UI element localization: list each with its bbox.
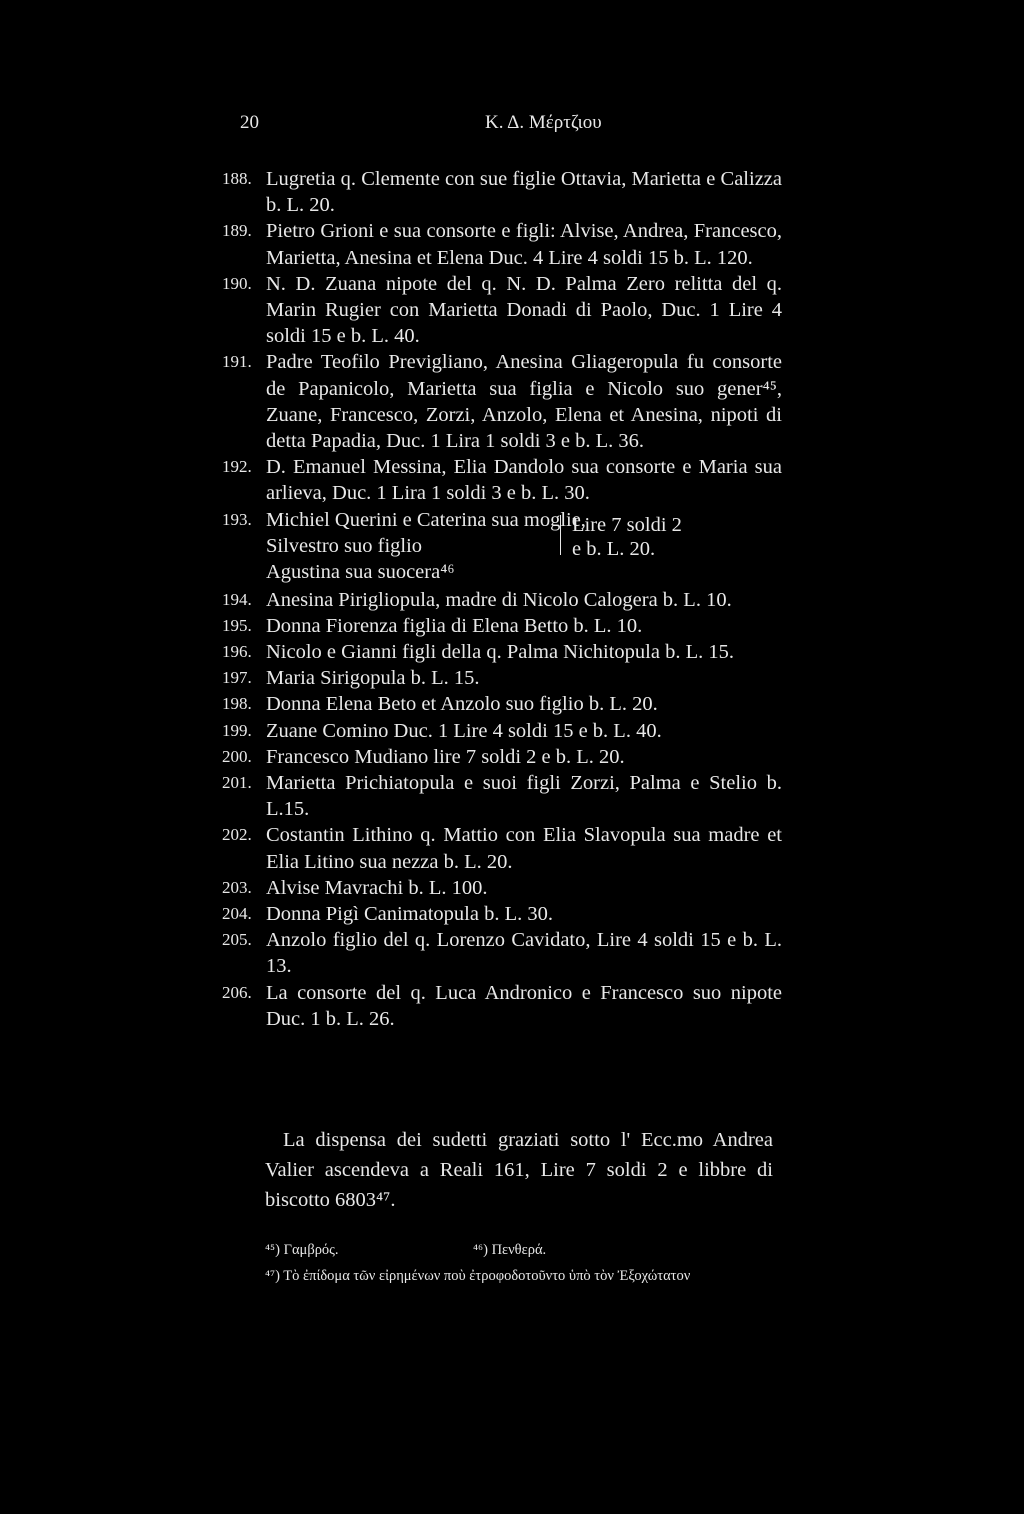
list-item [222,587,782,613]
footnotes [265,1237,885,1289]
entry-number: 205. [222,930,252,950]
footnote-row [265,1263,885,1289]
entry-number: 204. [222,904,252,924]
list-item [222,822,782,874]
entry-text: Lugretia q. Clemente con sue figlie Ottavia, Marietta e Calizza b. L. 20. [266,168,782,217]
list-item [222,613,782,639]
entry-number: 198. [222,694,252,714]
entry-text: Alvise Mavrachi b. L. 100. [266,876,488,899]
footnote-row [265,1237,885,1263]
entry-text: Francesco Mudiano lire 7 soldi 2 e b. L. 20. [266,745,625,768]
entry-text: Donna Fiorenza figlia di Elena Betto b. L. 10. [266,614,643,637]
entry-text: Donna Pigì Canimatopula b. L. 30. [266,903,553,926]
entry-text: Padre Teofilo Previgliano, Anesina Gliageropula fu consorte de Papanicolo, Marietta sua figlia e Nicolo suo gener⁴⁵, Zuane, Francesco, Zorzi, Anzolo, Elena et Anesina, nipoti di detta Papadia, Duc. 1 Lira 1 soldi 3 e b. L. 36. [266,351,782,453]
list-item [222,875,782,901]
bracket-name-line: Agustina sua suocera⁴⁶ [266,561,455,584]
footnote-45: ⁴⁵) Γαμβρός. [265,1242,339,1258]
entry-number: 203. [222,877,252,897]
entry-text: Nicolo e Gianni figli della q. Palma Nichitopula b. L. 15. [266,641,734,664]
bracket-name-line: Silvestro suo figlio [266,534,423,557]
entry-number: 196. [222,642,252,662]
entry-number: 191. [222,352,252,372]
bracket-name-line: Michiel Querini e Caterina sua moglie, [266,508,586,531]
running-header [240,112,780,142]
list-item [222,980,782,1032]
entry-text: Anzolo figlio del q. Lorenzo Cavidato, Lire 4 soldi 15 e b. L. 13. [266,929,782,978]
list-item-bracketed [222,507,782,587]
entry-number: 189. [222,221,252,241]
entry-number: 200. [222,746,252,766]
bracket-names [266,507,586,586]
bracket-amount-line: Lire 7 soldi 2 [572,513,682,536]
bracket-amount-line: e b. L. 20. [572,537,656,560]
list-item [222,770,782,822]
list-item [222,718,782,744]
entry-number: 201. [222,773,252,793]
entry-text: Donna Elena Beto et Anzolo suo figlio b. L. 20. [266,693,658,716]
entry-text: La consorte del q. Luca Andronico e Francesco suo nipote Duc. 1 b. L. 26. [266,981,782,1030]
brace-mark [560,515,567,555]
list-item [222,271,782,350]
entry-number: 195. [222,615,252,635]
entry-text: N. D. Zuana nipote del q. N. D. Palma Zero relitta del q. Marin Rugier con Marietta Donadi di Paolo, Duc. 1 Lire 4 soldi 15 e b. L. 40. [266,272,782,348]
entry-number: 193. [222,509,252,529]
entry-number: 190. [222,273,252,293]
entry-text: Anesina Pirigliopula, madre di Nicolo Calogera b. L. 10. [266,588,732,611]
entry-number: 192. [222,457,252,477]
footnote-47: ⁴⁷) Τὸ ἐπίδομα τῶν εἰρημένων ποὺ ἐτροφοδοτοῦντο ὑπὸ τὸν Ἐξοχώτατον [265,1268,691,1284]
list-item [222,454,782,506]
entry-text: Pietro Grioni e sua consorte e figli: Alvise, Andrea, Francesco, Marietta, Anesina et Elena Duc. 4 Lire 4 soldi 15 b. L. 120. [266,220,782,269]
entry-text: Zuane Comino Duc. 1 Lire 4 soldi 15 e b. L. 40. [266,719,662,742]
entry-text: Marietta Prichiatopula e suoi figli Zorzi, Palma e Stelio b. L.15. [266,772,782,821]
list-item [222,927,782,979]
closing-paragraph: La dispensa dei sudetti graziati sotto l' Ecc.mo Andrea Valier ascendeva a Reali 161, Lire 7 soldi 2 e libbre di biscotto 6803⁴⁷. [265,1129,773,1211]
bracket-amount [572,513,682,561]
list-item [222,218,782,270]
running-header-author: Κ. Δ. Μέρτζιου [485,112,602,133]
page-number: 20 [240,112,259,133]
list-item [222,744,782,770]
list-item [222,665,782,691]
entry-number: 202. [222,825,252,845]
entry-number: 206. [222,982,252,1002]
entry-list [222,166,782,1032]
list-item [222,901,782,927]
entry-number: 197. [222,668,252,688]
entry-number: 194. [222,589,252,609]
entry-text: Maria Sirigopula b. L. 15. [266,667,480,690]
footnote-46: ⁴⁶) Πενθερά. [473,1242,547,1258]
list-item [222,639,782,665]
list-item [222,166,782,218]
entry-text: Costantin Lithino q. Mattio con Elia Slavopula sua madre et Elia Litino sua nezza b. L. 20. [266,824,782,873]
list-item [222,691,782,717]
list-item [222,349,782,454]
entry-text: D. Emanuel Messina, Elia Dandolo sua consorte e Maria sua arlieva, Duc. 1 Lira 1 soldi 3 e b. L. 30. [266,456,782,505]
entry-number: 199. [222,720,252,740]
entry-number: 188. [222,169,252,188]
